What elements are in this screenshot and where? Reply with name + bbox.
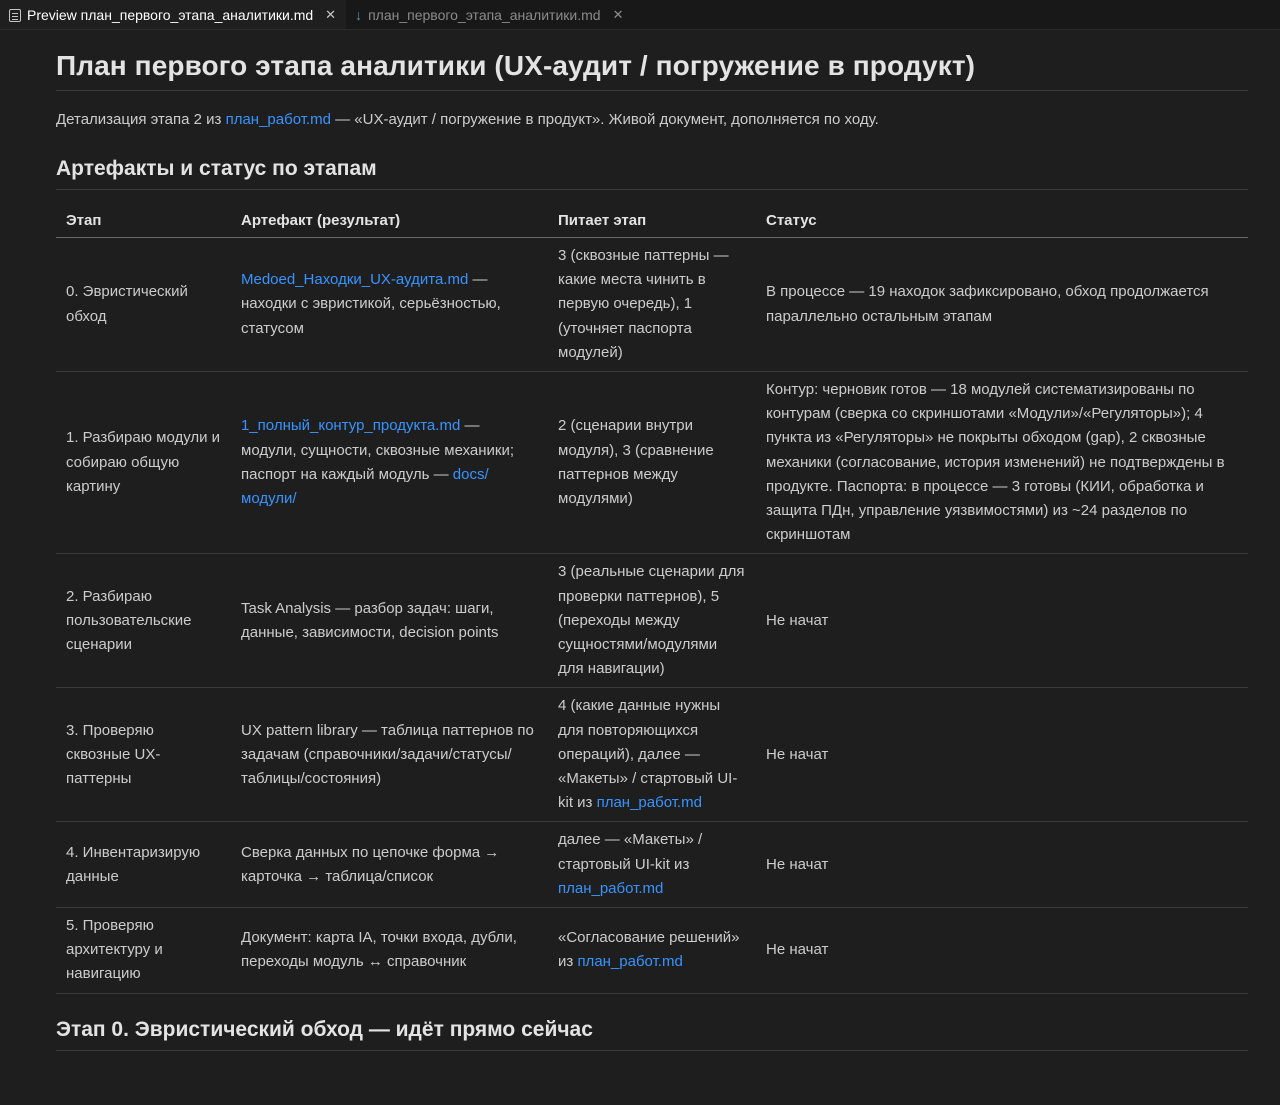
artifact-link[interactable]: Medoed_Находки_UX-аудита.md [241,271,469,289]
artifact-link[interactable]: 1_полный_контур_продукта.md [241,417,461,435]
column-header: Статус [756,199,1248,238]
stage-cell: 4. Инвентаризирую данные [56,822,231,908]
tab-preview-label: Preview план_первого_этапа_аналитики.md [27,7,314,23]
stages-table [56,199,1248,994]
tab-source[interactable] [346,0,633,29]
artifact-cell: Task Analysis — разбор задач: шаги, данные, зависимости, decision points [231,554,548,688]
status-cell: Не начат [756,908,1248,994]
plan-link[interactable]: план_работ.md [558,879,664,897]
plan-link[interactable]: план_работ.md [596,794,702,812]
stage-cell: 2. Разбираю пользовательские сценарии [56,554,231,688]
artifact-cell [231,238,548,372]
table-row [56,908,1248,994]
close-icon[interactable]: ✕ [612,6,624,22]
artifact-cell: Документ: карта IA, точки входа, дубли, переходы модуль ↔ справочник [231,908,548,994]
stage-cell: 0. Эвристический обход [56,238,231,372]
docs-folder-link[interactable]: docs/модули/ [241,465,489,507]
section-heading-artifacts: Артефакты и статус по этапам [56,157,1248,190]
status-cell: Не начат [756,822,1248,908]
plan-link[interactable]: план_работ.md [577,953,683,971]
feeds-cell [548,822,756,908]
column-header: Этап [56,199,231,238]
artifact-cell: UX pattern library — таблица паттернов по задачам (справочники/задачи/статусы/таблицы/состояния) [231,688,548,822]
intro-paragraph [56,111,1248,128]
table-header-row [56,199,1248,238]
section-heading-stage0: Этап 0. Эвристический обход — идёт прямо сейчас [56,1018,1248,1051]
table-row [56,688,1248,822]
feeds-cell: 3 (реальные сценарии для проверки паттернов), 5 (переходы между сущностями/модулями для навигации) [548,554,756,688]
feeds-cell: 3 (сквозные паттерны — какие места чинить в первую очередь), 1 (уточняет паспорта модулей) [548,238,756,372]
intro-text-suffix: — «UX-аудит / погружение в продукт». Живой документ, дополняется по ходу. [330,111,879,128]
column-header: Артефакт (результат) [231,199,548,238]
page-title: План первого этапа аналитики (UX-аудит / погружение в продукт) [56,50,1248,91]
artifact-cell [231,372,548,554]
tab-preview[interactable] [0,0,346,29]
artifact-cell: Сверка данных по цепочке форма → карточка → таблица/список [231,822,548,908]
table-row [56,554,1248,688]
feeds-cell [548,688,756,822]
status-cell: В процессе — 19 находок зафиксировано, обход продолжается параллельно остальным этапам [756,238,1248,372]
stage-cell: 1. Разбираю модули и собираю общую картину [56,372,231,554]
preview-icon [9,9,21,22]
feeds-text: «Согласование решений» из [558,929,740,971]
tab-source-label: план_первого_этапа_аналитики.md [368,6,601,23]
feeds-text: далее — «Макеты» / стартовый UI-kit из [558,831,703,873]
editor-tab-bar [0,0,1280,30]
stage-cell: 5. Проверяю архитектуру и навигацию [56,908,231,994]
markdown-preview [0,30,1280,1051]
feeds-cell: 2 (сценарии внутри модуля), 3 (сравнение паттернов между модулями) [548,372,756,554]
table-row [56,238,1248,372]
table-row [56,372,1248,554]
close-icon[interactable]: ✕ [325,7,337,22]
table-row [56,822,1248,908]
intro-link[interactable]: план_работ.md [225,111,331,128]
status-cell: Не начат [756,688,1248,822]
column-header: Питает этап [548,199,756,238]
intro-text: Детализация этапа 2 из [56,111,226,128]
markdown-icon: ↓ [355,6,363,23]
feeds-text: 4 (какие данные нужны для повторяющихся операций), далее — «Макеты» / стартовый UI-kit из [558,697,738,812]
feeds-cell [548,908,756,994]
artifact-text: — модули, сущности, сквозные механики; паспорт на каждый модуль — [241,417,515,483]
stage-cell: 3. Проверяю сквозные UX-паттерны [56,688,231,822]
status-cell: Не начат [756,554,1248,688]
artifact-text: — находки с эвристикой, серьёзностью, статусом [241,271,501,337]
status-cell: Контур: черновик готов — 18 модулей систематизированы по контурам (сверка со скриншотами «Модули»/«Регуляторы»); 4 пункта из «Регуляторы» не покрыты обходом (gap), 2 сквозные механики (согласование, история изменений) не подтверждены в продукте. Паспорта: в процессе — 3 готовы (КИИ, обработка и защита ПДн, управление уязвимостями) из ~24 разделов по скриншотам [756,372,1248,554]
